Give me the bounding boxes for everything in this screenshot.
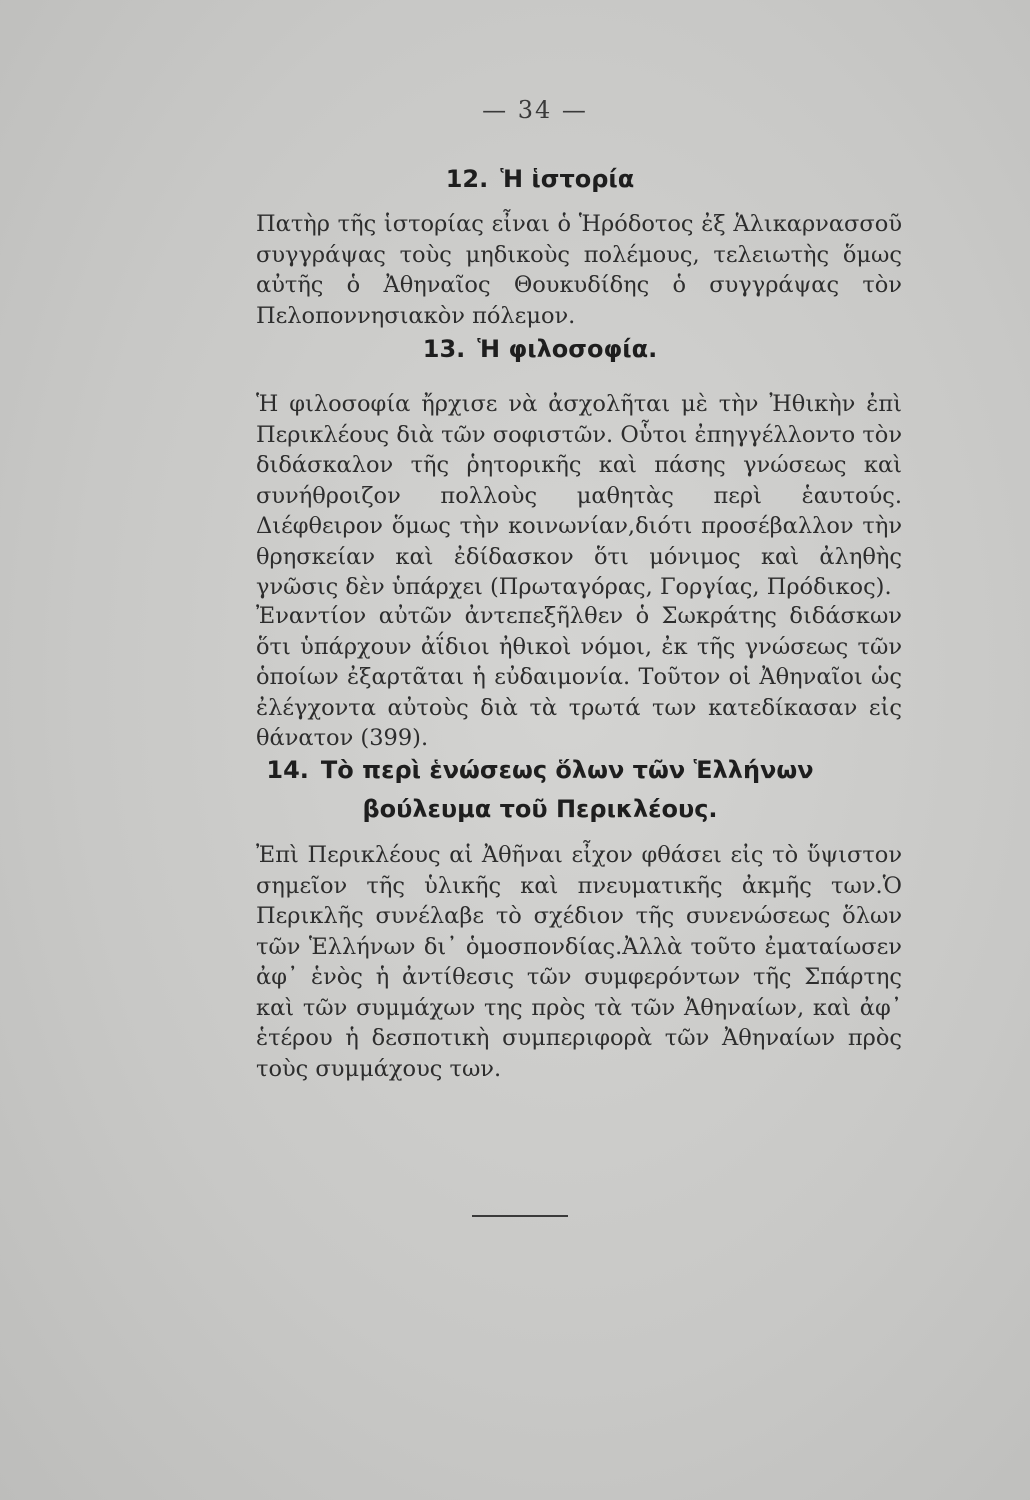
section-12-number: 12. [445,165,489,193]
section-14-title-line-2: βούλευμα τοῦ Περικλέους. [362,795,718,823]
section-13-paragraph-2: Ἐναντίον αὐτῶν ἀντεπεξῆλθεν ὁ Σωκράτης διδάσκων ὅτι ὑπάρχουν ἀΐδιοι ἠθικοὶ νόμοι, ἐκ τῆς γνώσεως τῶν ὁποίων ἐξαρτᾶται ἡ εὐδαιμονία. Τοῦτον οἱ Ἀθηναῖοι ὡς ἐλέγχοντα αὐτοὺς διὰ τὰ τρωτά των κατεδίκασαν εἰς θάνατον (399). [256,603,902,751]
section-12-paragraph: Πατὴρ τῆς ἱστορίας εἶναι ὁ Ἡρόδοτος ἐξ Ἁλικαρνασσοῦ συγγράψας τοὺς μηδικοὺς πολέμους, τελειωτὴς ὅμως αὐτῆς ὁ Ἀθηναῖος Θουκυδίδης ὁ συγγράψας τὸν Πελοποννησιακὸν πόλεμον. [256,211,902,329]
section-14-heading-line-2 [0,795,1030,823]
page-number: — 34 — [482,96,588,124]
section-14-paragraph: Ἐπὶ Περικλέους αἱ Ἀθῆναι εἶχον φθάσει εἰς τὸ ὕψιστον σημεῖον τῆς ὑλικῆς καὶ πνευματικῆς ἀκμῆς των.Ὁ Περικλῆς συνέλαβε τὸ σχέδιον τῆς συνενώσεως ὅλων τῶν Ἑλλήνων δι᾽ ὁμοσπονδίας.Ἀλλὰ τοῦτο ἐματαίωσεν ἀφ᾽ ἑνὸς ἡ ἀντίθεσις τῶν συμφερόντων τῆς Σπάρτης καὶ τῶν συμμάχων της πρὸς τὰ τῶν Ἀθηναίων, καὶ ἀφ᾽ ἑτέρου ἡ δεσποτικὴ συμπεριφορὰ τῶν Ἀθηναίων πρὸς τοὺς συμμάχους των. [256,842,902,1082]
section-14-title-line-1: Τὸ περὶ ἑνώσεως ὅλων τῶν Ἑλλήνων [320,756,814,784]
section-14-heading [0,756,1030,784]
section-13-paragraph-1: Ἡ φιλοσοφία ἤρχισε νὰ ἀσχολῆται μὲ τὴν Ἠθικὴν ἐπὶ Περικλέους διὰ τῶν σοφιστῶν. Οὗτοι ἐπηγγέλλοντο τὸν διδάσκαλον τῆς ῥητορικῆς καὶ πάσης γνώσεως καὶ συνήθροιζον πολλοὺς μαθητὰς περὶ ἑαυτούς. Διέφθειρον ὅμως τὴν κοινωνίαν,διότι προσέβαλλον τὴν θρησκείαν καὶ ἐδίδασκον ὅτι μόνιμος καὶ ἀληθὴς γνῶσις δὲν ὑπάρχει (Πρωταγόρας, Γοργίας, Πρόδικος). [256,391,902,600]
section-13-number: 13. [422,335,466,363]
section-14-number: 14. [266,756,309,784]
section-12-heading [0,165,1030,193]
end-rule-divider [472,1215,568,1217]
section-13-title: Ἡ φιλοσοφία. [477,335,658,363]
section-12-title: Ἡ ἱστορία [500,165,635,193]
section-13-heading [0,335,1030,363]
